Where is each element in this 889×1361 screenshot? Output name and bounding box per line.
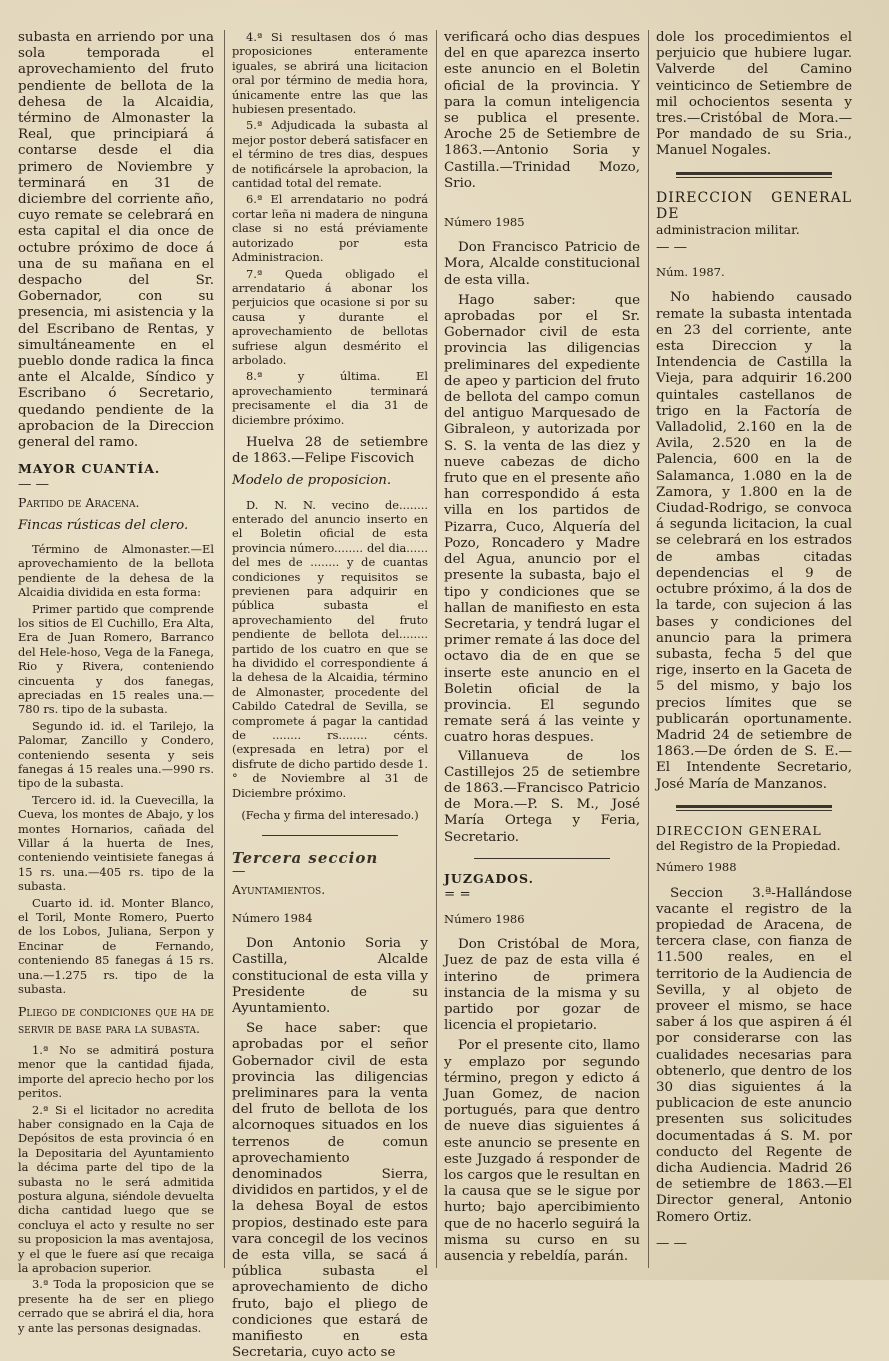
column-rule <box>436 30 437 1268</box>
subheading-fincas: Fincas rústicas del clero. <box>18 517 189 533</box>
paragraph: Villanueva de los Castillejos 25 de setiembre de 1863.—Francisco Patricio de Mora.—P. S. M., José María Ortega y Feria, Secretario. <box>444 748 640 845</box>
model-heading: Modelo de proposicion. <box>232 473 392 489</box>
model-date-signature: (Fecha y firma del interesado.) <box>241 808 419 823</box>
paragraph: Hago saber: que aprobadas por el Sr. Gobernador civil de esta provincia las diligencias preliminares del expediente de apeo y particion del fruto de bellota del campo comun del antiguo Marquesado de Gibraleon, y autorizada por S. S. la venta de las diez y nueve cabezas de dicho fruto que en el presente año han correspondido á esta villa en los partidos de Pizarra, Cuco, Alquería del Pozo, Roncadero y Madre del Agua, anuncio por el presente la subasta, bajo el tipo y condiciones que se hallan de manifiesto en esta Secretaria, y tendrá lugar el primer remate á las doce del octavo dia de en que se inserte este anuncio en el Boletin oficial de la provincia. El segundo remate será á las veinte y cuatro horas despues. <box>444 292 640 746</box>
conditions-heading: Pliego de condiciones que ha de servir de base para la subasta. <box>18 1004 214 1036</box>
paragraph: Se hace saber: que aprobadas por el señor Gobernador civil de esta provincia las diligencias preliminares para la venta del fruto de bellota de los alcornoques situados en los terrenos de comun aprovechamiento denominados Sierra, divididos en partidos, y el de la dehesa Boyal de estos propios, destinado este para vara concegil de los vecinos de esta villa, se sacá á pública subasta el aprovechamiento de dicho fruto, bajo el pliego de condiciones que estará de manifiesto en esta Secretaria, cuyo acto se <box>232 1021 428 1361</box>
column-2 <box>232 30 428 1361</box>
paragraph: Por el presente cito, llamo y emplazo por segundo término, pregon y edicto á Juan Gomez, de nacion portugués, para que dentro de nueve dias siguientes á este anuncio se presente en este Juzgado á responder de los cargos que le resultan en la causa que se le sigue por hurto; bajo apercibimiento que de no hacerlo seguirá la misma su curso en su ausencia y rebeldía, parán. <box>444 1038 640 1265</box>
condition-7: 7.ª Queda obligado el arrendatario á abonar los perjuicios que ocasione si por su causa y durante el aprovechamiento de bellotas sufriese algun desmérito el arbolado. <box>232 266 428 367</box>
section-heading-mayor-cuantia: MAYOR CUANTÍA. <box>18 461 161 477</box>
condition-4: 4.ª Si resultasen dos ó mas proposiciones enteramente iguales, se abrirá una licitacion oral por término de media hora, únicamente entre las que las hubiesen presentado. <box>232 30 428 117</box>
ayuntamientos-heading: Ayuntamientos. <box>232 881 326 897</box>
paragraph: Término de Almonaster.—El aprovechamiento de la bellota pendiente de la dehesa de la Alcaidia dividida en esta forma: <box>18 541 214 600</box>
notice-number: Número 1988 <box>656 860 737 875</box>
condition-3: 3.ª Toda la proposicion que se presente ha de ser en pliego cerrado que se abrirá el dia, hora y ante las personas designadas. <box>18 1277 214 1335</box>
paragraph: Don Francisco Patricio de Mora, Alcalde constitucional de esta villa. <box>444 240 640 288</box>
column-3 <box>444 30 640 1270</box>
paragraph: dole los procedimientos el perjuicio que hubiere lugar. Valverde del Camino veinticinco de Setiembre de mil ochocientos sesenta y tres.—Cristóbal de Mora.—Por mandado de su Sria., Manuel Nogales. <box>656 30 852 159</box>
lot-3: Tercero id. id. la Cuevecilla, la Cueva, los montes de Abajo, y los montes Hornarios, cañada del Villar á la huerta de Ines, conteniendo veintisiete fanegas á 15 rs. una.—405 rs. tipo de la subasta. <box>18 792 214 894</box>
model-text: D. N. N. vecino de........ enterado del anuncio inserto en el Boletin oficial de esta provincia número........ del dia...... del mes de ........ y de cuantas condiciones y requisitos se previenen para adquirir en pública subasta el aprovechamiento del fruto pendiente de bellota del........ partido de los cuatro en que se ha dividido el correspondiente á la dehesa de la Alcaidia, término de Almonaster, procedente del Cabildo Catedral de Sevilla, se compromete á pagar la cantidad de ........ rs........ cénts. (expresada en letra) por el disfrute de dicho partido desde 1.° de Noviembre al 31 de Diciembre próximo. <box>232 497 428 800</box>
section-heading-juzgados: JUZGADOS. <box>444 870 534 886</box>
divider: — <box>232 863 246 879</box>
condition-2: 2.ª Si el licitador no acredita haber consignado en la Caja de Depósitos de esta provincia ó en la Depositaria del Ayuntamiento la décima parte del tipo de la subasta no le será admitida postura alguna, siéndole devuelta dicha cantidad luego que se concluya el acto y resulte no ser su proposicion la mas aventajosa, y el que le fuere así que recaiga la aprobacion superior. <box>18 1102 214 1275</box>
paragraph: Don Antonio Soria y Castilla, Alcalde constitucional de esta villa y Presidente de su Ayuntamiento. <box>232 936 428 1016</box>
divider: — — <box>18 477 50 493</box>
section-heading-direccion: DIRECCION GENERAL DE <box>656 189 852 222</box>
divider: = = <box>444 886 471 902</box>
lot-4: Cuarto id. id. Monter Blanco, el Toril, Monte Romero, Puerto de los Lobos, Juliana, Serpon y Encinar de Fernando, conteniendo 85 fanegas á 15 rs. una.—1.275 rs. tipo de la subasta. <box>18 895 214 997</box>
paragraph: Don Cristóbal de Mora, Juez de paz de esta villa é interino de primera instancia de la misma y su partido por gozar de licencia el propietario. <box>444 937 640 1034</box>
column-4 <box>656 30 852 1270</box>
notice-number: Número 1984 <box>232 910 313 925</box>
section-subheading: del Registro de la Propiedad. <box>656 837 841 853</box>
notice-number: Número 1986 <box>444 911 525 926</box>
notice-number: Núm. 1987. <box>656 265 725 280</box>
paragraph: Seccion 3.ª-Hallándose vacante el registro de la propiedad de Aracena, de tercera clase, con fianza de 11.500 reales, en el territorio de la Audiencia de Sevilla, y al objeto de proveer el mismo, se hace saber á los que aspiren á él por considerarse con las cualidades necesarias para obtenerlo, que dentro de los 30 dias siguientes á la publicacion de este anuncio presenten sus solicitudes documentadas á S. M. por conducto del Regente de dicha Audiencia. Madrid 26 de setiembre de 1863.—El Director general, Antonio Romero Ortiz. <box>656 885 852 1225</box>
section-subheading: administracion militar. <box>656 222 800 238</box>
condition-1: 1.ª No se admitirá postura menor que la cantidad fijada, importe del aprecio hecho por los peritos. <box>18 1042 214 1101</box>
divider: — — <box>656 1235 688 1251</box>
paragraph: verificará ocho dias despues del en que aparezca inserto este anuncio en el Boletin oficial de la provincia. Y para la comun inteligencia se publica el presente. Aroche 25 de Setiembre de 1863.—Antonio Soria y Castilla.—Trinidad Mozo, Srio. <box>444 30 640 191</box>
rule <box>262 835 398 836</box>
condition-5: 5.ª Adjudicada la subasta al mejor postor deberá satisfacer en el término de tres dias, despues de notificársele la aprobacion, la cantidad total del remate. <box>232 118 428 191</box>
column-1 <box>18 30 214 1335</box>
column-rule <box>648 30 649 1268</box>
rule <box>676 805 832 811</box>
divider: — — <box>656 240 688 256</box>
district-heading: Partido de Aracena. <box>18 495 140 511</box>
rule <box>474 858 610 859</box>
paragraph: No habiendo causado remate la subasta intentada en 23 del corriente, ante esta Direccion y la Intendencia de Castilla la Vieja, para adquirir 16.200 quintales castellanos de trigo en la Factoría de Valladolid, 2.160 en la de Avila, 2.520 en la de Palencia, 600 en la de Salamanca, 1.080 en la de Zamora, y 1.800 en la de Ciudad-Rodrigo, se convoca á segunda licitacion, la cual se celebrará en los estrados de ambas citadas dependencias el 9 de octubre próximo, á la dos de la tarde, con sujecion á las bases y condiciones del anuncio para la primera subasta, fecha 5 del que rige, inserto en la Gaceta de 5 del mismo, y bajo los precios límites que se publicarán oportunamente. Madrid 24 de setiembre de 1863.—De órden de S. E.—El Intendente Secretario, José María de Manzanos. <box>656 290 852 792</box>
section-heading-tercera: Tercera seccion <box>232 848 379 867</box>
condition-8: 8.ª y última. El aprovechamiento terminará precisamente el dia 31 de diciembre próximo. <box>232 369 428 427</box>
column-rule <box>224 30 225 1268</box>
auction-notice-continued: subasta en arriendo por una sola temporada el aprovechamiento del fruto pendiente de bellota de la dehesa de la Alcaidia, término de Almonaster la Real, que principiará á contarse desde el dia primero de Noviembre y terminará en 31 de diciembre del corriente año, cuyo remate se celebrará en esta capital el dia once de octubre próximo de doce á una de su mañana en el despacho del Sr. Gobernador, con su presencia, mi asistencia y la del Escribano de Rentas, y simultáneamente en el pueblo donde radica la finca ante el Alcalde, Síndico y Escribano ó Secretario, quedando pendiente de la aprobacion de la Direccion general del ramo. <box>18 30 214 451</box>
condition-6: 6.ª El arrendatario no podrá cortar leña ni madera de ninguna clase si no está préviamente autorizado por esta Administracion. <box>232 192 428 265</box>
signature: Huelva 28 de setiembre de 1863.—Felipe Fiscovich <box>232 434 428 467</box>
notice-number: Número 1985 <box>444 215 525 230</box>
rule <box>676 172 832 178</box>
lot-1: Primer partido que comprende los sitios de El Cuchillo, Era Alta, Era de Juan Romero, Barranco del Hele-hoso, Vega de la Fanega, Rio y Rivera, conteniendo cincuenta y dos fanegas, apreciadas en 15 reales una.—780 rs. tipo de la subasta. <box>18 601 214 717</box>
lot-2: Segundo id. id. el Tarilejo, la Palomar, Zancillo y Condero, conteniendo sesenta y seis fanegas á 15 reales una.—990 rs. tipo de la subasta. <box>18 718 214 791</box>
section-heading-direccion: DIRECCION GENERAL <box>656 822 822 838</box>
